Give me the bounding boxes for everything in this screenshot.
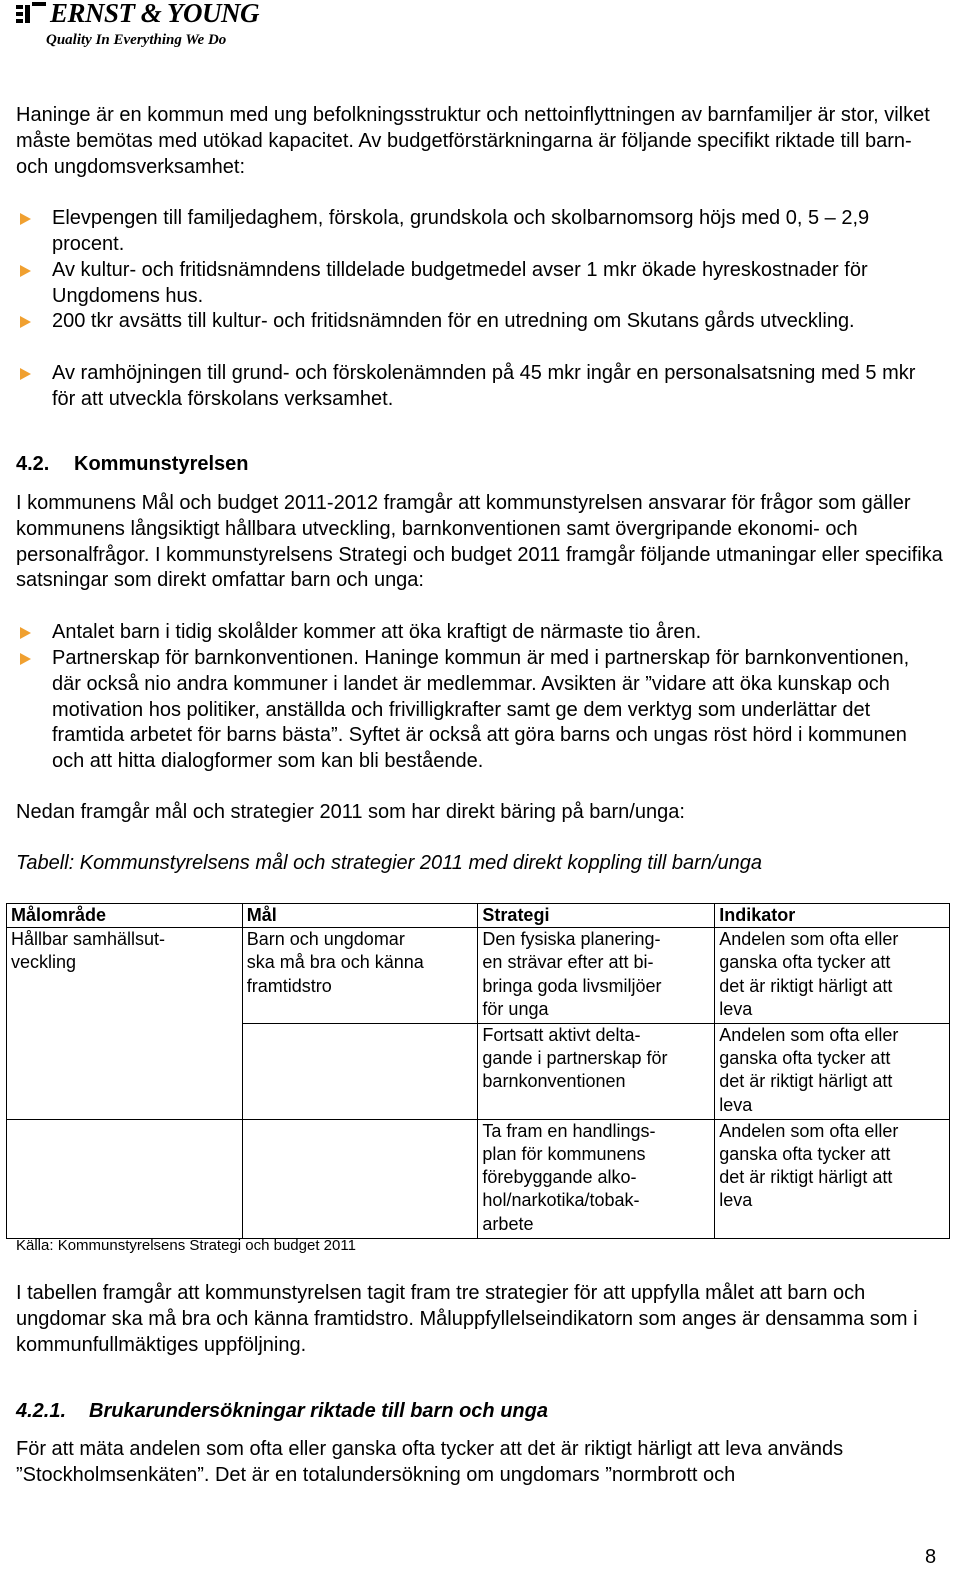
table-cell: Barn och ungdomar ska må bra och känna framtidstro [242,928,478,1024]
column-header: Strategi [478,904,715,928]
subsection-number: 4.2.1. [16,1400,67,1422]
page-number: 8 [925,1546,937,1568]
triangle-bullet-icon [20,627,31,639]
table-cell: Fortsatt aktivt delta- gande i partnerskap för barnkonventionen [478,1024,715,1120]
table-cell: Andelen som ofta eller ganska ofta tycker att det är riktigt härligt att leva [715,928,950,1024]
table-cell [242,1119,478,1238]
goals-table [6,903,950,1239]
triangle-bullet-icon [20,265,31,277]
triangle-bullet-icon [20,368,31,380]
subsection-heading [16,1400,548,1423]
table-lead-text: Nedan framgår mål och strategier 2011 som har direkt bäring på barn/unga: [16,801,685,823]
table-cell [7,1119,243,1238]
intro-paragraph: Haninge är en kommun med ung befolkningsstruktur och nettoinflyttningen av barnfamiljer är stor, vilket måste bemötas med utökad kapacitet. Av budgetförstärkningarna är följande specifikt riktade till barn- och ungdomsverksamhet: [16,104,930,178]
list-item [16,309,936,335]
table-cell: Hållbar samhällsut- veckling [7,928,243,1024]
section-heading [16,453,249,476]
company-logo [16,0,276,56]
table-cell [7,1024,243,1120]
list-item [16,361,936,413]
list-item [16,258,936,310]
list-item [16,646,936,775]
brand-name: ERNST & YOUNG [50,0,260,28]
column-header: Målområde [7,904,243,928]
table-cell [242,1024,478,1120]
subsection-paragraph: För att mäta andelen som ofta eller ganska ofta tycker att det är riktigt härligt att leva används ”Stockholmsenkäten”. Det är en totalundersökning om ungdomars ”normbrott och [16,1438,844,1486]
table-cell: Andelen som ofta eller ganska ofta tycker att det är riktigt härligt att leva [715,1119,950,1238]
table-cell: Ta fram en handlings- plan för kommunens förebyggande alko- hol/narkotika/tobak- arbete [478,1119,715,1238]
triangle-bullet-icon [20,316,31,328]
triangle-bullet-icon [20,213,31,225]
bullet-text: Av kultur- och fritidsnämndens tilldelade budgetmedel avser 1 mkr ökade hyreskostnader för Ungdomens hus. [52,259,868,307]
table-row [7,928,950,1024]
subsection-title: Brukarundersökningar riktade till barn och unga [89,1400,548,1422]
bullet-text: Antalet barn i tidig skolålder kommer att öka kraftigt de närmaste tio åren. [52,621,702,643]
table-row [7,1119,950,1238]
section-number: 4.2. [16,453,50,475]
column-header: Indikator [715,904,950,928]
bullet-text: Av ramhöjningen till grund- och förskolenämnden på 45 mkr ingår en personalsatsning med 5 mkr för att utveckla förskolans verksamhet. [52,362,916,410]
table-caption: Tabell: Kommunstyrelsens mål och strategier 2011 med direkt koppling till barn/unga [16,852,762,874]
table-header-row [7,904,950,928]
table-source: Källa: Kommunstyrelsens Strategi och budget 2011 [16,1237,356,1254]
list-item [16,206,936,258]
section-title: Kommunstyrelsen [74,453,249,475]
section-paragraph: I kommunens Mål och budget 2011-2012 framgår att kommunstyrelsen ansvarar för frågor som gäller kommunens långsiktigt hållbara utveckling, barnkonventionen samt övergripande ekonomi- och personalfrågor. I kommunstyrelsens Strategi och budget 2011 framgår följande utmaningar eller specifika satsningar som direkt omfattar barn och unga: [16,492,943,592]
bullet-text: 200 tkr avsätts till kultur- och fritidsnämnden för en utredning om Skutans gårds utveckling. [52,310,855,332]
bullet-text: Partnerskap för barnkonventionen. Haninge kommun är med i partnerskap för barnkonventionen, där också nio andra kommuner i landet är medlemmar. Avsikten är ”vidare att öka kunskap och motivation hos politiker, anställda och frivilligkrafter samt ge dem verktyg som underlättar det framtida arbetet för barns bästa”. Syftet är också att göra barns och ungas röst hörd i kommunen och att hitta dialogformer som kan bli bestående. [52,647,910,773]
column-header: Mål [242,904,478,928]
triangle-bullet-icon [20,653,31,665]
list-item [16,620,936,646]
table-row [7,1024,950,1120]
table-cell: Den fysiska planering- en strävar efter att bi- bringa goda livsmiljöer för unga [478,928,715,1024]
ey-logo-icon [16,2,46,26]
table-cell: Andelen som ofta eller ganska ofta tycker att det är riktigt härligt att leva [715,1024,950,1120]
brand-tagline: Quality In Everything We Do [46,32,227,48]
bullet-text: Elevpengen till familjedaghem, förskola, grundskola och skolbarnomsorg höjs med 0, 5 – 2,9 procent. [52,207,870,255]
after-table-paragraph: I tabellen framgår att kommunstyrelsen tagit fram tre strategier för att uppfylla målet att barn och ungdomar ska må bra och känna framtidstro. Måluppfyllelseindikatorn som anges är densamma som i kommunfullmäktiges uppföljning. [16,1282,918,1356]
